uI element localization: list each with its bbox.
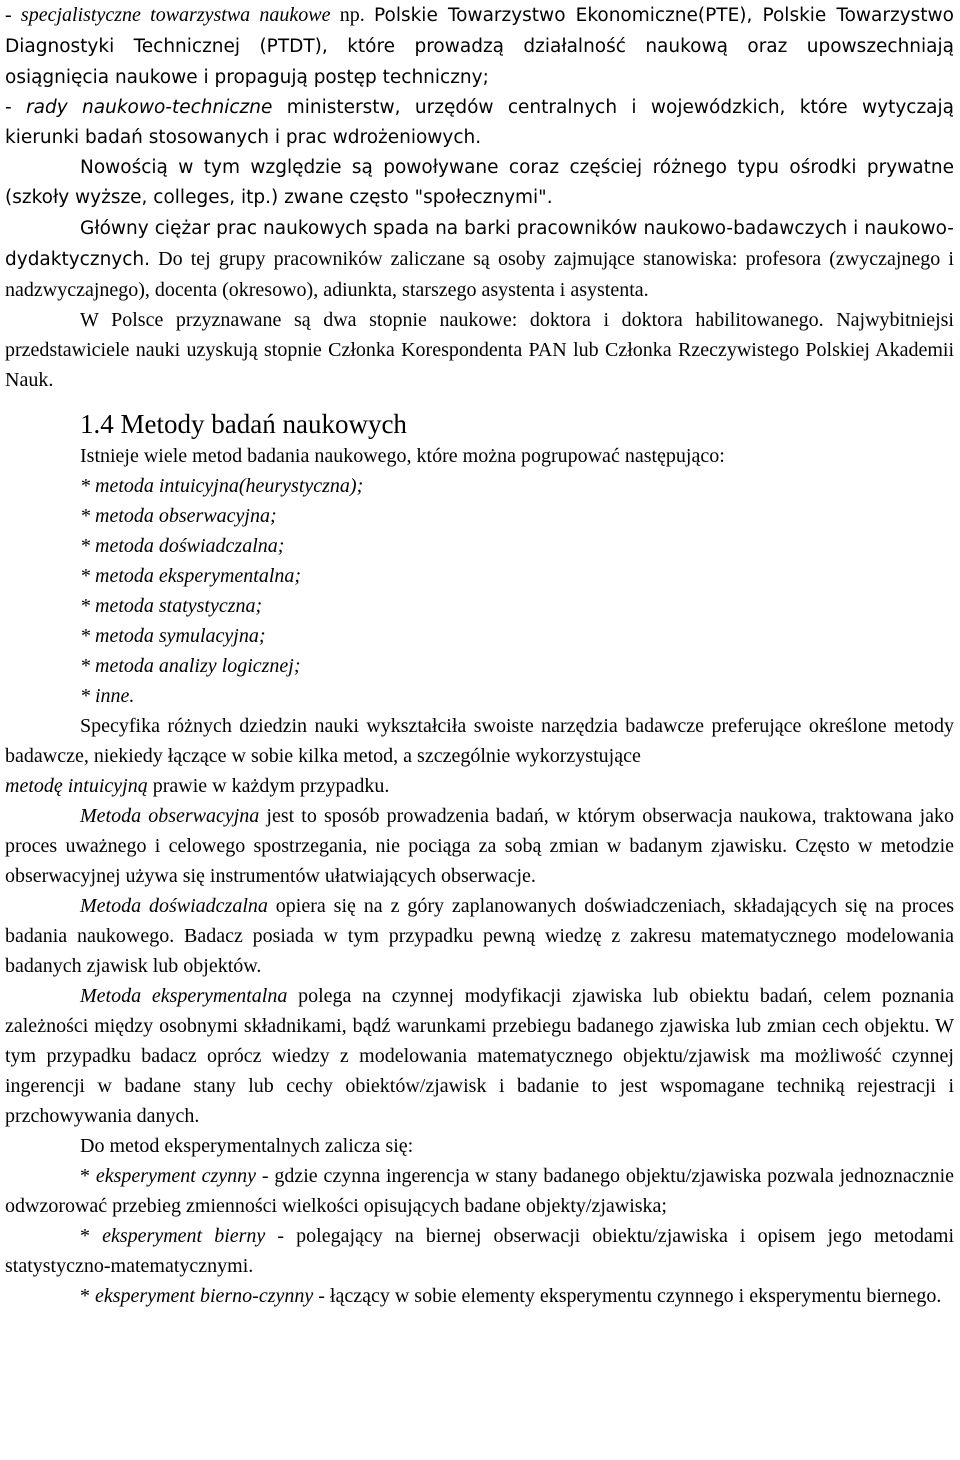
- list-item: * metoda symulacyjna;: [80, 625, 266, 647]
- italic-term: Metoda doświadczalna: [80, 895, 268, 917]
- list-item: * metoda eksperymentalna;: [80, 565, 302, 587]
- paragraph-obserwacyjna: Metoda obserwacyjna jest to sposób prowadzenia badań, w którym obserwacja naukowa, traktowana jako proces uważnego i celowego spostrzegania, nie pociąga za sobą zmian w badanym zjawisku. Często w metodzie obserwacyjnej używa się instrumentów ułatwiających obserwacje.: [5, 805, 955, 887]
- paragraph-stopnie: W Polsce przyznawane są dwa stopnie naukowe: doktora i doktora habilitowanego. Najwybitniejsi przedstawiciele nauki uzyskują stopnie Członka Korespondenta PAN lub Członka Rzeczywistego Polskiej Akademii Nauk.: [5, 309, 954, 391]
- list-item: * metoda statystyczna;: [80, 595, 263, 617]
- italic-term: specjalistyczne towarzystwa naukowe: [20, 4, 331, 26]
- methods-intro: Istnieje wiele metod badania naukowego, które można pogrupować następująco:: [80, 445, 725, 467]
- methods-list: [5, 471, 954, 711]
- list-item: * metoda obserwacyjna;: [80, 505, 277, 527]
- italic-term: metodę intuicyjną: [5, 775, 148, 797]
- paragraph-eksperymentalna: Metoda eksperymentalna polega na czynnej modyfikacji zjawiska lub obiektu badań, celem poznania zależności między osobnymi składnikami, bądź warunkami przebiegu badanego zjawiska lub zmian cech objektu. W tym przypadku badacz oprócz wiedzy z modelowania matematycznego objektu/zjawisk ma możliwość czynnej ingerencji w badane stany lub cechy obiektów/zjawisk i badanie to jest wspomagane techniką rejestracji i przchowywania danych.: [5, 985, 955, 1127]
- list-item: * metoda doświadczalna;: [80, 535, 285, 557]
- italic-term: eksperyment czynny: [95, 1165, 257, 1187]
- section-heading: 1.4 Metody badań naukowych: [80, 409, 407, 439]
- paragraph-doswiadczalna: Metoda doświadczalna opiera się na z góry zaplanowanych doświadczeniach, składających się na proces badania naukowego. Badacz posiada w tym przypadku pewną wiedzę z zakresu matematycznego modelowania badanych zjawisk lub objektów.: [5, 895, 954, 977]
- list-item-councils: - rady naukowo-techniczne ministerstw, urzędów centralnych i wojewódzkich, które wytyczają kierunki badań stosowanych i prac wdrożeniowych.: [5, 97, 954, 148]
- paragraph-specyfika: Specyfika różnych dziedzin nauki wykształciła swoiste narzędzia badawcze preferujące określone metody badawcze, niekiedy łączące w sobie kilka metod, a szczególnie wykorzystujące: [5, 715, 954, 767]
- list-item-societies: - specjalistyczne towarzystwa naukowe np. Polskie Towarzystwo Ekonomiczne(PTE), Polskie Towarzystwo Diagnostyki Technicznej (PTDT), które prowadzą działalność naukową oraz upowszechniają osiągnięcia naukowe i propagują postęp techniczny;: [5, 4, 954, 88]
- paragraph-glowny: Główny ciężar prac naukowych spada na barki pracowników naukowo-badawczych i naukowo-dydaktycznych. Do tej grupy pracowników zaliczane są osoby zajmujące stanowiska: profesora (zwyczajnego i nadzwyczajnego), docenta (okresowo), adiunkta, starszego asystenta i asystenta.: [5, 218, 954, 301]
- paragraph-do-metod: Do metod eksperymentalnych zalicza się:: [80, 1135, 414, 1157]
- italic-term: rady naukowo-techniczne: [26, 97, 273, 118]
- paragraph-nowoscia: Nowością w tym względzie są powoływane coraz częściej różnego typu ośrodki prywatne (szkoły wyższe, colleges, itp.) zwane często "społecznymi".: [5, 157, 954, 208]
- italic-term: Metoda eksperymentalna: [80, 985, 288, 1007]
- list-item: * inne.: [80, 685, 135, 707]
- list-item: * metoda intuicyjna(heurystyczna);: [80, 475, 364, 497]
- paragraph-eksperyment-bierny: * eksperyment bierny - polegający na biernej obserwacji obiektu/zjawiska i opisem jego metodami statystyczno-matematycznymi.: [5, 1225, 955, 1277]
- italic-term: eksperyment bierno-czynny: [95, 1285, 314, 1307]
- list-item: * metoda analizy logicznej;: [80, 655, 301, 677]
- italic-term: eksperyment bierny: [102, 1225, 266, 1247]
- paragraph-specyfika-end: metodę intuicyjną prawie w każdym przypadku.: [5, 775, 390, 797]
- italic-term: Metoda obserwacyjna: [80, 805, 260, 827]
- paragraph-eksperyment-czynny: * eksperyment czynny - gdzie czynna ingerencja w stany badanego objektu/zjawiska pozwala jednoznacznie odwzorować przebieg zmienności wielkości opisujących badane objekty/zjawiska;: [5, 1165, 954, 1217]
- paragraph-eksperyment-bierno-czynny: * eksperyment bierno-czynny - łączący w sobie elementy eksperymentu czynnego i eksperymentu biernego.: [80, 1285, 942, 1307]
